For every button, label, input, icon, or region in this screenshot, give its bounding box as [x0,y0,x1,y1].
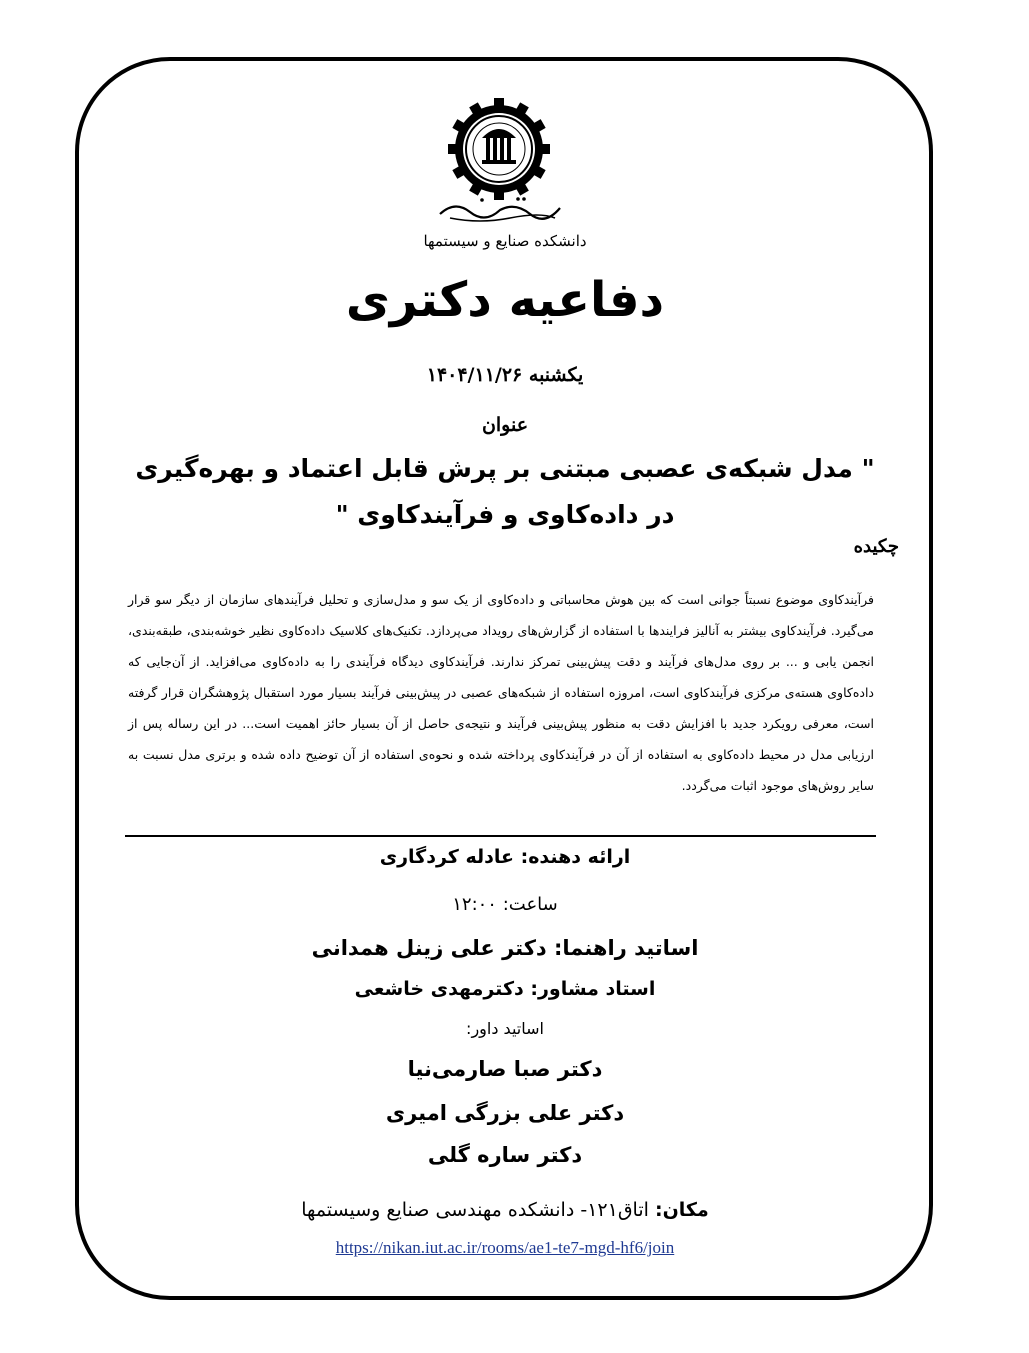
abstract-text: فرآیندکاوی موضوع نسبتاً جوانی است که بین هوش محاسباتی و داده‌کاوی از یک سو و مدل‌سازی و تحلیل فرآیندهای سازمان از دیگر سو قرار می‌گیرد. فرآیندکاوی بیشتر به آنالیز فرایندها با استفاده از گزارش‌های رویداد می‌پردازد. تکنیک‌های کلاسیک داده‌کاوی نظیر خوشه‌بندی، طبقه‌بندی، انجمن یابی و ... بر روی مدل‌های فرآیند و دقت پیش‌بینی تمرکز ندارند. فرآیندکاوی دیدگاه فرآیندی را به داده‌کاوی می‌افزاید. از آن‌جایی که داده‌کاوی هسته‌ی مرکزی فرآیندکاوی است، امروزه استفاده از شبکه‌های عصبی در پیش‌بینی فرآیند بسیار مورد استقبال پژوهشگران قرار گرفته است، معرفی رویکرد جدید با افزایش دقت به منظور پیش‌بینی فرآیند و نتیجه‌ی حاصل از آن بسیار حائز اهمیت است... در این رساله پس از ارزیابی مدل در محیط داده‌کاوی به استفاده از آن در فرآیندکاوی پرداخته شده و نحوه‌ی استفاده از آن توضیح داده شده و برتری مدل نسبت به سایر روش‌های موجود اثبات می‌گردد. [128,592,874,793]
divider [125,835,876,837]
location-value: اتاق۱۲۱- دانشکده مهندسی صنایع وسیستمها [301,1199,649,1221]
abstract-heading: چکیده [853,536,899,557]
gear-seal-icon [448,98,550,200]
meeting-link[interactable]: https://nikan.iut.ac.ir/rooms/ae1-te7-mgd-hf6/join [335,1238,675,1257]
faculty-name: دانشکده صنایع و سیستمها [423,232,587,250]
examiners-label: اساتید داور: [466,1019,544,1038]
examiner-name: دکتر علی بزرگی امیری [385,1101,625,1125]
meeting-link-row [80,1238,930,1258]
event-time: ساعت: ۱۲:۰۰ [452,894,558,915]
university-name-script [420,192,580,228]
location [80,1199,930,1221]
subject-label: عنوان [481,414,529,436]
consultant: استاد مشاور: دکترمهدی خاشعی [354,978,656,1000]
presenter: ارائه دهنده: عادله کردگاری [379,846,631,868]
university-logo [448,98,550,200]
location-label: مکان: [654,1199,709,1221]
thesis-title: " مدل شبکه‌ی عصبی مبتنی بر پرش قابل اعتماد و بهره‌گیری در داده‌کاوی و فرآیندکاوی " [135,454,875,529]
calligraphy-logo-icon [420,192,580,228]
page-title: دفاعیه دکتری [345,272,665,328]
examiner-name: دکتر ساره گلی [427,1143,583,1167]
examiner-name: دکتر صبا صارمی‌نیا [407,1057,603,1081]
event-date: یکشنبه ۱۴۰۴/۱۱/۲۶ [426,364,584,386]
advisors: اساتید راهنما: دکتر علی زینل همدانی [311,936,699,960]
